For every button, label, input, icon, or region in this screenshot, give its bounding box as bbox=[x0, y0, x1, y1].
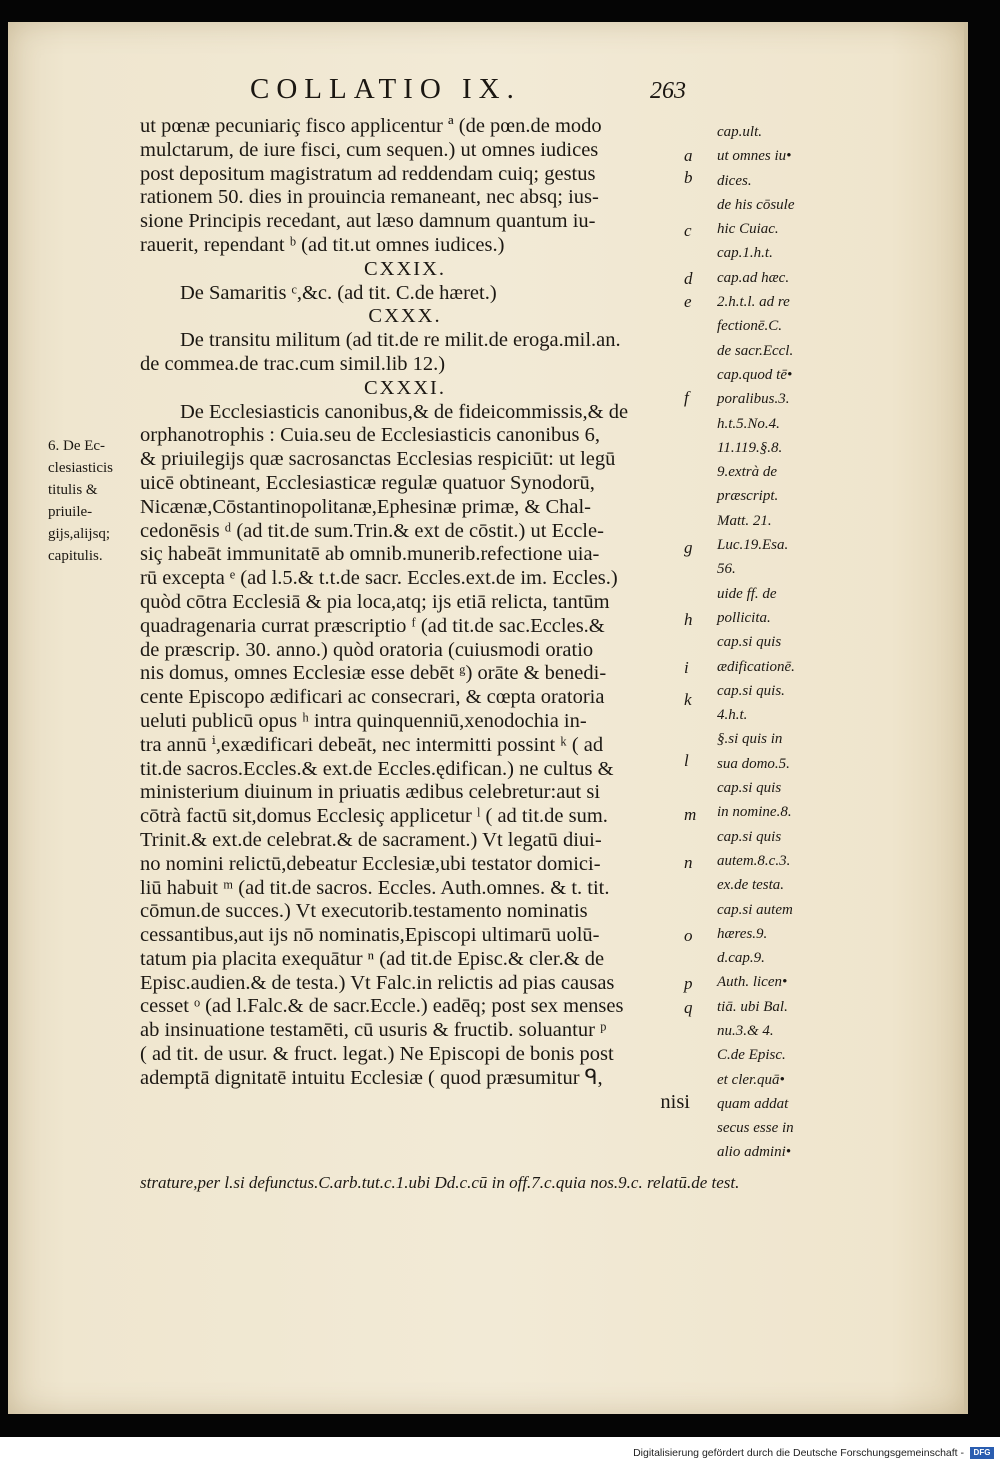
text-line: quòd cōtra Ecclesiā & pia loca,atq; ijs etiā relicta, tantūm bbox=[140, 590, 610, 613]
page-edge bbox=[964, 22, 968, 1414]
dfg-logo: DFG bbox=[970, 1447, 994, 1459]
note-letter: b bbox=[684, 168, 693, 187]
right-note-line: Auth. licen• bbox=[717, 974, 788, 991]
right-note-line: cap.si quis bbox=[717, 780, 782, 797]
note-letter: n bbox=[684, 853, 693, 872]
text-line: Episc.audien.& de testa.) Vt Falc.in relictis ad pias causas bbox=[140, 971, 615, 994]
note-letter: f bbox=[684, 388, 689, 407]
text-line: uicē obtineant, Ecclesiasticæ regulæ quatuor Synodorū, bbox=[140, 471, 595, 494]
left-margin-note bbox=[48, 435, 148, 567]
text-line: cōtrà factū sit,domus Ecclesiç applicetur ˡ ( ad tit.de sum. bbox=[140, 805, 608, 828]
right-note-line: ut omnes iu• bbox=[717, 148, 792, 165]
text-line: De transitu militum (ad tit.de re milit.de eroga.mil.an. bbox=[180, 329, 621, 352]
right-note-line: 11.119.§.8. bbox=[717, 439, 783, 456]
text-line: quadragenaria currat præscriptio ᶠ (ad tit.de sac.Eccles.& bbox=[140, 614, 605, 637]
text-line: & priuilegijs quæ sacrosanctas Ecclesias respiciūt: ut legū bbox=[140, 448, 616, 471]
right-note-line: ædificationē. bbox=[717, 658, 795, 675]
right-note-line: ex.de testa. bbox=[717, 877, 785, 894]
text-line: ( ad tit. de usur. & fruct. legat.) Ne Episcopi de bonis post bbox=[140, 1043, 614, 1066]
right-note-line: cap.si autem bbox=[717, 901, 793, 918]
right-note-line: Matt. 21. bbox=[717, 512, 772, 529]
right-note-line: cap.ad hæc. bbox=[717, 269, 790, 286]
right-note-line: 4.h.t. bbox=[717, 707, 748, 724]
right-note-line: poralibus.3. bbox=[717, 391, 790, 408]
text-line: ut pœnæ pecuniariç fisco applicentur ª (de pœn.de modo bbox=[140, 115, 602, 137]
right-note-line: cap.quod tē• bbox=[717, 366, 793, 383]
right-note-line: de sacr.Eccl. bbox=[717, 342, 794, 359]
right-note-line: cap.si quis. bbox=[717, 682, 785, 699]
right-note-line: tiā. ubi Bal. bbox=[717, 998, 788, 1015]
right-note-line: cap.ult. bbox=[717, 124, 762, 140]
note-letter: e bbox=[684, 292, 692, 311]
right-note-line: h.t.5.No.4. bbox=[717, 415, 780, 432]
text-line: mulctarum, de iure fisci, cum sequen.) ut omnes iudices bbox=[140, 138, 599, 161]
right-note-line: 2.h.t.l. ad re bbox=[717, 294, 790, 311]
note-letter: m bbox=[684, 805, 697, 824]
note-letter: o bbox=[684, 926, 693, 945]
text-line: orphanotrophis : Cuia.seu de Ecclesiasticis canonibus 6, bbox=[140, 424, 601, 447]
text-line: Nicænæ,Cōstantinopolitanæ,Ephesinæ primæ, & Chal- bbox=[140, 495, 591, 518]
text-line: nisi bbox=[660, 1090, 690, 1113]
text-line: CXXX. bbox=[368, 305, 442, 328]
text-line: cōmun.de succes.) Vt executorib.testamento nominatis bbox=[140, 900, 588, 923]
text-line: ab insinuatione testamēti, cū usuris & fructib. soluantur ᵖ bbox=[140, 1019, 607, 1042]
right-note-line: præscript. bbox=[717, 488, 779, 505]
text-line: post depositum magistratum ad reddendam cuiq; gestus bbox=[140, 162, 596, 185]
left-note-line: 6. De Ec- bbox=[48, 438, 106, 454]
note-letter: a bbox=[684, 146, 693, 165]
right-note-line: 9.extrà de bbox=[717, 464, 777, 481]
note-letter: p bbox=[684, 974, 693, 993]
right-note-line: nu.3.& 4. bbox=[717, 1022, 774, 1039]
note-letter: c bbox=[684, 221, 692, 240]
right-note-line: cap.si quis bbox=[717, 634, 782, 651]
right-note-line: hic Cuiac. bbox=[717, 221, 779, 238]
right-note-line: autem.8.c.3. bbox=[717, 852, 791, 869]
text-line: cesset ᵒ (ad l.Falc.& de sacr.Eccle.) eadēq; post sex menses bbox=[140, 995, 624, 1018]
note-letter: d bbox=[684, 269, 693, 288]
right-note-line: §.si quis in bbox=[717, 731, 783, 748]
text-line: ademptā dignitatē intuitu Ecclesiæ ( quod præsumitur ᑫ, bbox=[140, 1066, 603, 1089]
running-head: COLLATIO IX. bbox=[250, 73, 521, 105]
page-number: 263 bbox=[650, 78, 686, 104]
text-line: tatum pia placita exequātur ⁿ (ad tit.de Episc.& cler.& de bbox=[140, 947, 605, 970]
digitization-credit bbox=[633, 1447, 994, 1459]
left-note-line: priuile- bbox=[48, 504, 93, 520]
right-note-line: sua domo.5. bbox=[717, 755, 790, 772]
right-note-line: d.cap.9. bbox=[717, 950, 765, 967]
right-note-line: C.de Episc. bbox=[717, 1047, 786, 1064]
note-letter: q bbox=[684, 998, 693, 1017]
right-note-line: de his cōsule bbox=[717, 196, 795, 213]
right-note-line: 56. bbox=[717, 561, 736, 578]
text-line: no nomini relictū,debeatur Ecclesiæ,ubi testator domici- bbox=[140, 852, 601, 875]
right-note-line: alio admini• bbox=[717, 1144, 792, 1161]
left-note-line: capitulis. bbox=[48, 548, 103, 564]
continued-footnote: strature,per l.si defunctus.C.arb.tut.c.1.ubi Dd.c.cū in off.7.c.quia nos.9.c. relatū.de test. bbox=[140, 1173, 740, 1192]
text-line: cedonēsis ᵈ (ad tit.de sum.Trin.& ext de cōstit.) ut Eccle- bbox=[140, 519, 604, 542]
note-letter: l bbox=[684, 751, 689, 770]
right-note-line: fectionē.C. bbox=[717, 318, 782, 335]
text-line: de commea.de trac.cum simil.lib 12.) bbox=[140, 352, 446, 375]
right-note-line: dices. bbox=[717, 172, 752, 189]
right-note-line: secus esse in bbox=[717, 1120, 794, 1137]
right-note-line: hæres.9. bbox=[717, 925, 768, 942]
note-letter: h bbox=[684, 610, 693, 629]
right-note-line: in nomine.8. bbox=[717, 804, 792, 821]
right-note-line: et cler.quā• bbox=[717, 1071, 785, 1088]
left-note-line: clesiasticis bbox=[48, 460, 113, 476]
text-line: liū habuit ᵐ (ad tit.de sacros. Eccles. Auth.omnes. & t. tit. bbox=[140, 876, 610, 899]
right-note-line: Luc.19.Esa. bbox=[717, 537, 789, 554]
text-line: cente Episcopo ædificari ac consecrari, & cœpta oratoria bbox=[140, 686, 605, 709]
text-line: ueluti publicū opus ʰ intra quinquenniū,xenodochia in- bbox=[140, 709, 587, 732]
text-line: rauerit, rependant ᵇ (ad tit.ut omnes iudices.) bbox=[140, 233, 505, 256]
right-note-line: uide ff. de bbox=[717, 585, 777, 602]
text-line: sione Principis recedant, aut læso damnum quantum iu- bbox=[140, 210, 596, 233]
left-note-line: titulis & bbox=[48, 482, 98, 498]
note-letter: i bbox=[684, 658, 689, 677]
note-letter: k bbox=[684, 690, 692, 709]
text-line: nis domus, omnes Ecclesiæ esse debēt ᵍ) orāte & benedi- bbox=[140, 662, 607, 685]
note-letter: g bbox=[684, 538, 693, 557]
text-line: siç habeāt immunitatē ab omnib.munerib.refectione uia- bbox=[140, 543, 600, 566]
right-note-line: cap.1.h.t. bbox=[717, 245, 773, 262]
text-line: De Ecclesiasticis canonibus,& de fideicommissis,& de bbox=[180, 400, 629, 423]
text-line: De Samaritis ᶜ,&c. (ad tit. C.de hæret.) bbox=[180, 281, 497, 304]
right-note-line: cap.si quis bbox=[717, 828, 782, 845]
right-margin-notes bbox=[717, 120, 817, 1165]
main-text-block bbox=[140, 115, 700, 1114]
left-note-line: gijs,alijsq; bbox=[48, 526, 111, 542]
text-line: tra annū ⁱ,exædificari debeāt, nec intermitti possint ᵏ ( ad bbox=[140, 733, 604, 756]
text-line: CXXIX. bbox=[363, 257, 447, 280]
text-line: Trinit.& ext.de celebrat.& de sacrament.) Vt legatū diui- bbox=[140, 828, 602, 851]
text-line: tit.de sacros.Eccles.& ext.de Eccles.ędifican.) ne cultus & bbox=[140, 757, 614, 780]
text-line: cessantibus,aut ijs nō nominatis,Episcopi ultimarū uolū- bbox=[140, 924, 600, 947]
text-line: ministerium diuinum in priuatis ædibus celebretur:aut si bbox=[140, 781, 601, 804]
text-line: CXXXI. bbox=[363, 376, 447, 399]
credit-text: Digitalisierung gefördert durch die Deutsche Forschungsgemeinschaft - bbox=[633, 1447, 964, 1459]
right-note-line: quam addat bbox=[717, 1095, 789, 1112]
right-note-line: pollicita. bbox=[717, 609, 771, 626]
text-line: rationem 50. dies in prouincia remaneant, nec absq; ius- bbox=[140, 186, 599, 209]
text-line: rū excepta ᵉ (ad l.5.& t.t.de sacr. Eccles.ext.de im. Eccles.) bbox=[140, 567, 618, 590]
text-line: de præscrip. 30. anno.) quòd oratoria (cuiusmodi oratio bbox=[140, 638, 594, 661]
